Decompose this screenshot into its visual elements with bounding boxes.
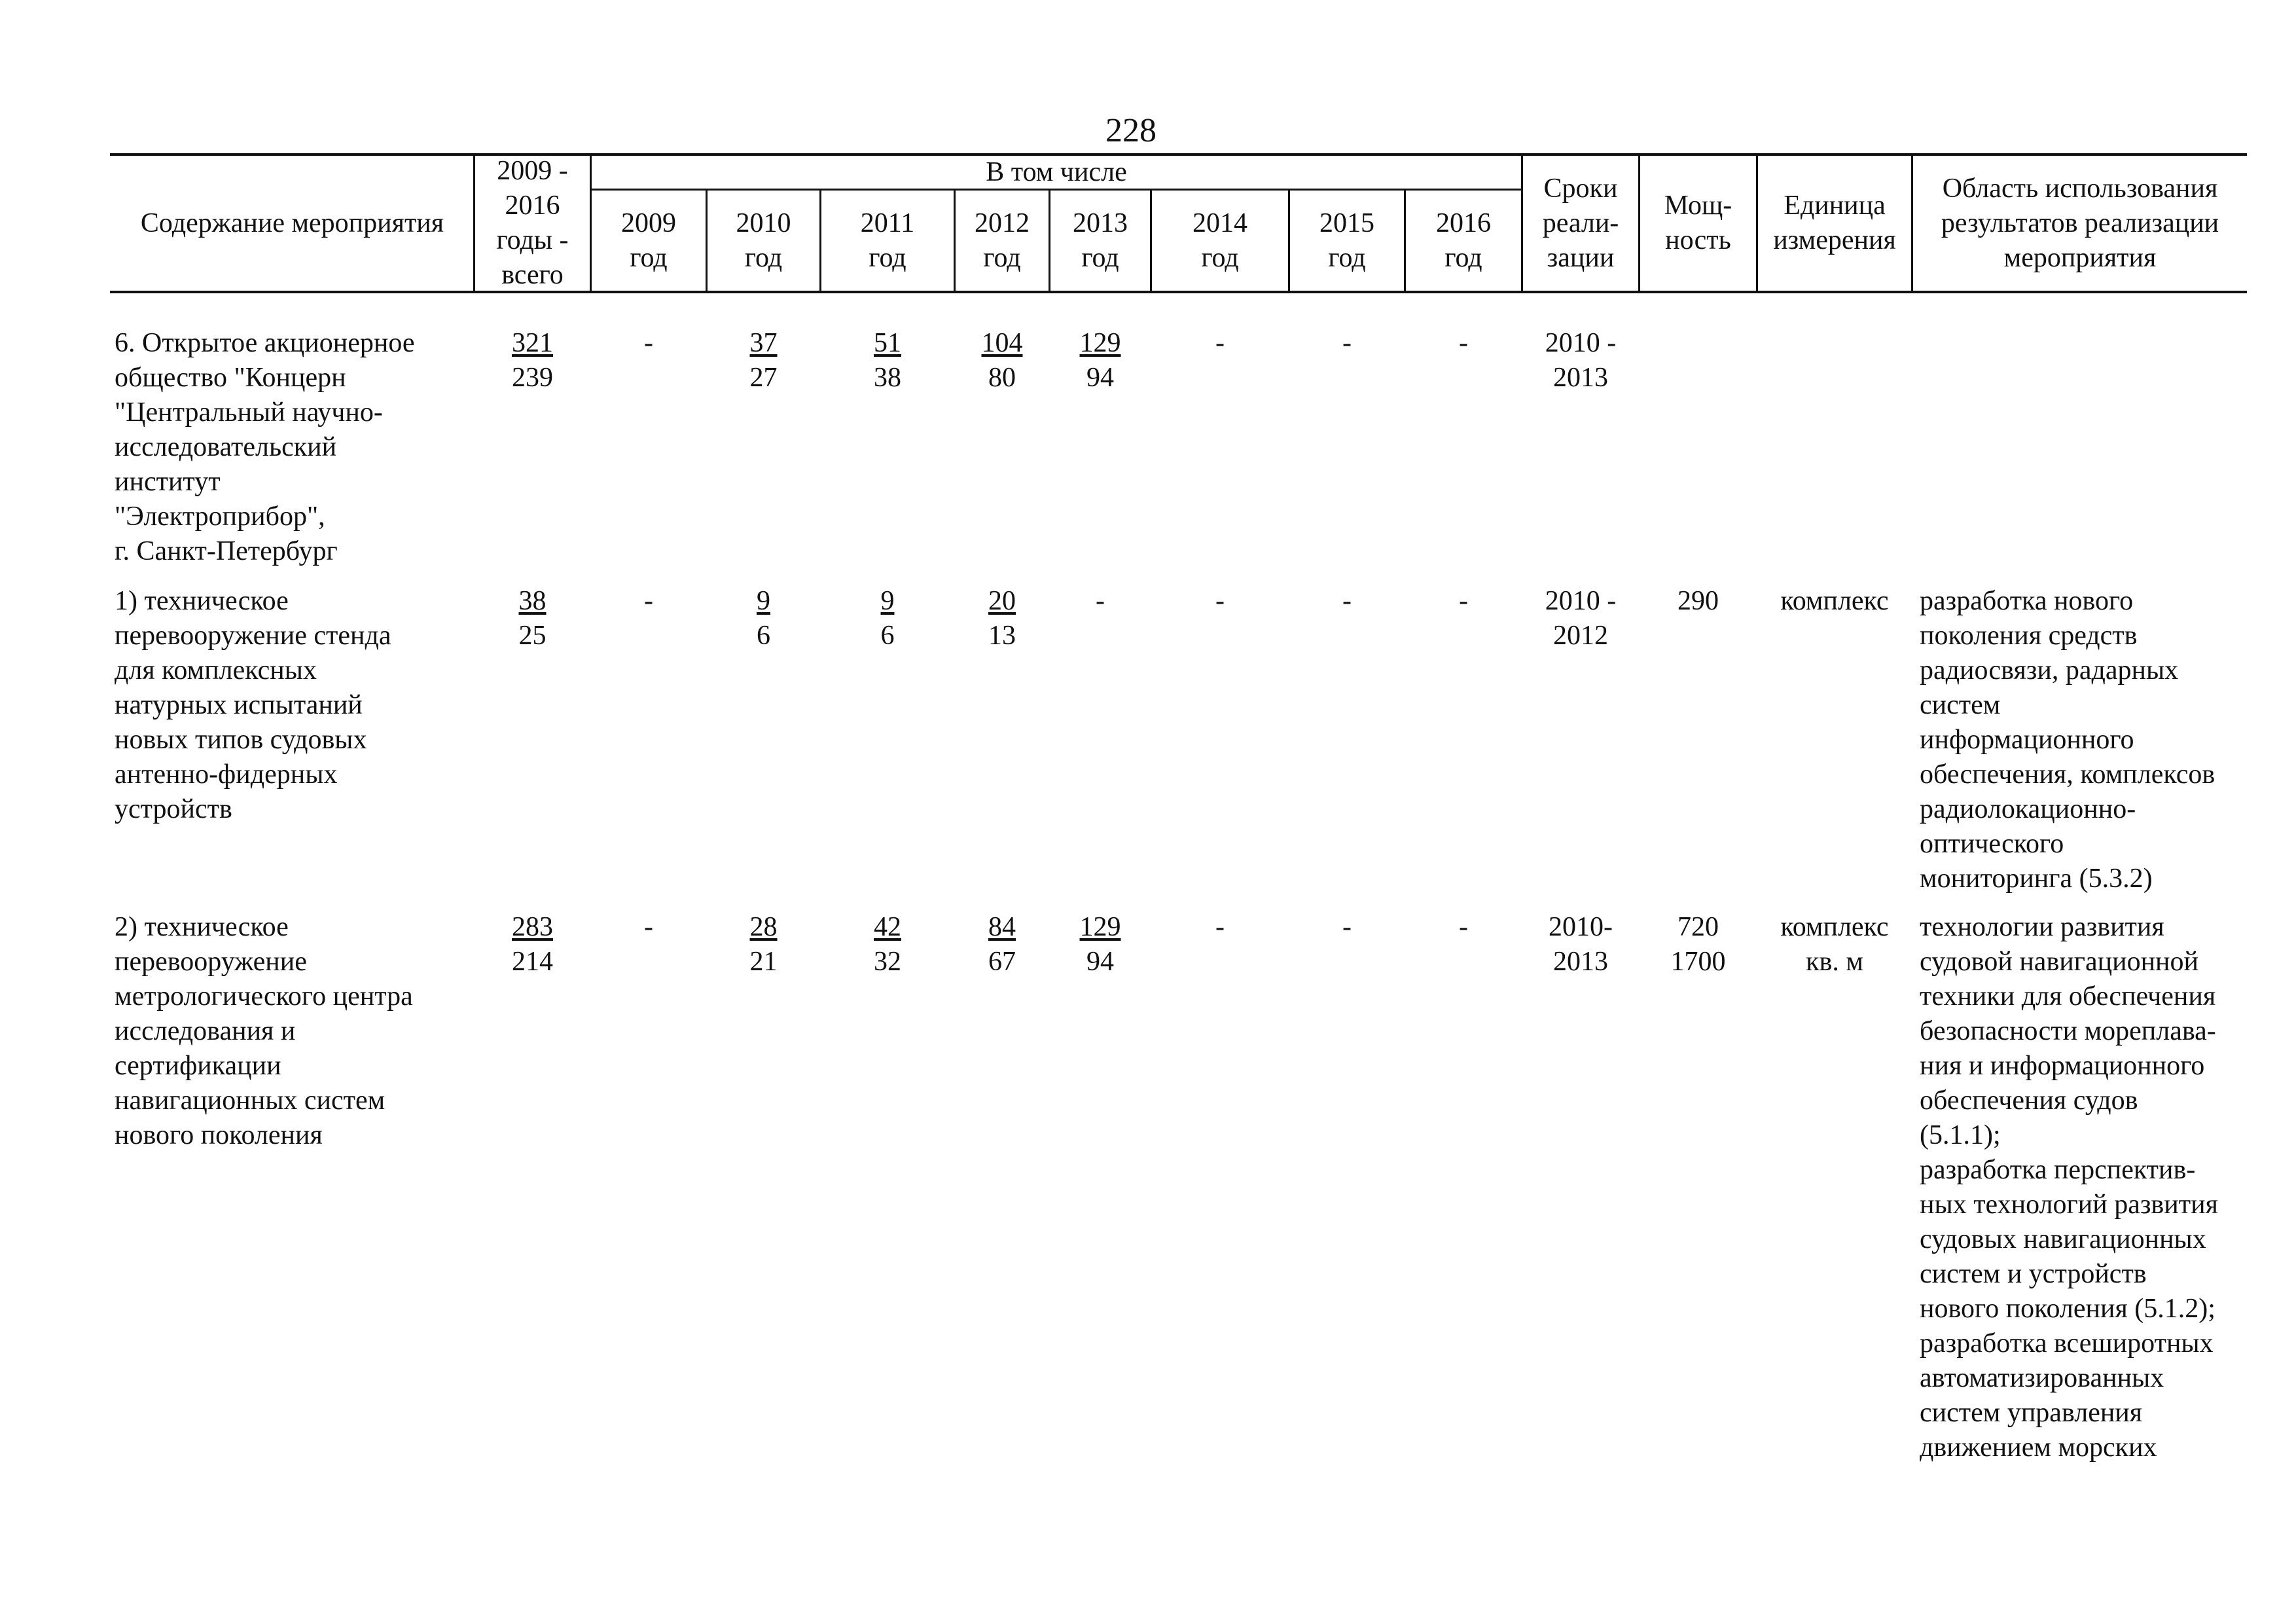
value-bottom: 239	[512, 363, 553, 393]
value-top: 84	[988, 912, 1016, 942]
row-capacity: 290	[1677, 586, 1719, 616]
value-top: 321	[512, 328, 553, 358]
header-including: В том числе	[986, 156, 1127, 187]
value-top: 129	[1079, 912, 1121, 942]
header-capacity: Мощ- ность	[1664, 191, 1732, 255]
row-2016: -	[1459, 328, 1468, 358]
row-2010	[708, 326, 819, 395]
value-top: 9	[880, 586, 895, 616]
value-bottom: 21	[749, 947, 778, 977]
value-bottom: 27	[749, 363, 778, 393]
header-year-2011: 2011 год	[860, 208, 915, 273]
value-top: 28	[749, 912, 778, 942]
row-2013	[1050, 910, 1150, 979]
row-2015: -	[1342, 328, 1352, 358]
value-top: 104	[981, 328, 1023, 358]
value-top: 51	[874, 328, 901, 358]
row-total	[475, 326, 590, 395]
header-year-2015: 2015 год	[1319, 208, 1374, 273]
row-area: технологии развития судовой навигационной техники для обеспечения безопасности мореплава- ния и информационного обеспечения судов (5.1.1); разработка перспектив- ных технологий развития судовых навигационных систем и устройств нового поколения (5.1.2); разработка всеширотных автоматизированных систем управления движением морских	[1920, 912, 2218, 1463]
value-bottom: 32	[874, 947, 901, 977]
row-content: 6. Открытое акционерное общество "Концерн "Центральный научно- исследовательский институт "Электроприбор", г. Санкт-Петербург	[115, 328, 415, 566]
value-bottom: 25	[518, 621, 547, 651]
row-2016: -	[1459, 912, 1468, 942]
header-area: Область использования результатов реализации мероприятия	[1941, 173, 2219, 273]
header-year-2010: 2010 год	[736, 208, 791, 273]
value-top: 9	[757, 586, 770, 616]
value-top: 38	[518, 586, 547, 616]
row-2009: -	[644, 328, 653, 358]
row-2016: -	[1459, 586, 1468, 616]
header-year-2012: 2012 год	[975, 208, 1030, 273]
value-bottom: 214	[512, 947, 553, 977]
value-bottom: 13	[988, 621, 1016, 651]
row-2015: -	[1342, 586, 1352, 616]
row-total	[475, 910, 590, 979]
row-content: 2) техническое перевооружение метрологического центра исследования и сертификации навигационных систем нового поколения	[115, 912, 413, 1150]
value-bottom: 6	[757, 621, 770, 651]
row-unit: комплекс	[1780, 586, 1889, 616]
header-unit: Единица измерения	[1773, 191, 1896, 255]
header-year-2013: 2013 год	[1073, 208, 1128, 273]
header-total: 2009 - 2016 годы - всего	[496, 156, 569, 290]
value-bottom: 38	[874, 363, 901, 393]
header-year-2009: 2009 год	[621, 208, 676, 273]
row-capacity: 720 1700	[1670, 912, 1726, 977]
row-2009: -	[644, 586, 653, 616]
row-2014: -	[1215, 328, 1225, 358]
header-content: Содержание мероприятия	[140, 208, 444, 238]
row-2013	[1050, 326, 1150, 395]
row-2012	[956, 910, 1049, 979]
row-2009: -	[644, 912, 653, 942]
row-2011	[821, 910, 954, 979]
row-unit: комплекс кв. м	[1780, 912, 1889, 977]
header-bottom-rule	[110, 291, 2247, 293]
header-year-2014: 2014 год	[1193, 208, 1247, 273]
row-2011	[821, 584, 954, 653]
value-bottom: 94	[1086, 947, 1114, 977]
value-top: 20	[988, 586, 1016, 616]
row-area: разработка нового поколения средств радиосвязи, радарных систем информационного обеспечения, комплексов радиолокационно- оптического мониторинга (5.3.2)	[1920, 586, 2215, 894]
row-period: 2010 - 2013	[1545, 328, 1617, 393]
row-2011	[821, 326, 954, 395]
page-number: 228	[1105, 112, 1157, 149]
row-2014: -	[1215, 586, 1225, 616]
row-period: 2010- 2013	[1549, 912, 1613, 977]
value-bottom: 6	[880, 621, 895, 651]
value-top: 42	[874, 912, 901, 942]
row-2012	[956, 326, 1049, 395]
row-content: 1) техническое перевооружение стенда для комплексных натурных испытаний новых типов судовых антенно-фидерных устройств	[115, 586, 391, 824]
value-bottom: 94	[1086, 363, 1114, 393]
row-2010	[708, 584, 819, 653]
row-2015: -	[1342, 912, 1352, 942]
header-year-2016: 2016 год	[1436, 208, 1491, 273]
row-2012	[956, 584, 1049, 653]
row-total	[475, 584, 590, 653]
value-bottom: 80	[988, 363, 1016, 393]
row-2013: -	[1096, 586, 1105, 616]
row-2010	[708, 910, 819, 979]
header-period: Сроки реали- зации	[1542, 173, 1619, 273]
row-2014: -	[1215, 912, 1225, 942]
value-bottom: 67	[988, 947, 1016, 977]
value-top: 129	[1079, 328, 1121, 358]
row-period: 2010 - 2012	[1545, 586, 1617, 651]
value-top: 283	[512, 912, 553, 942]
value-top: 37	[749, 328, 778, 358]
